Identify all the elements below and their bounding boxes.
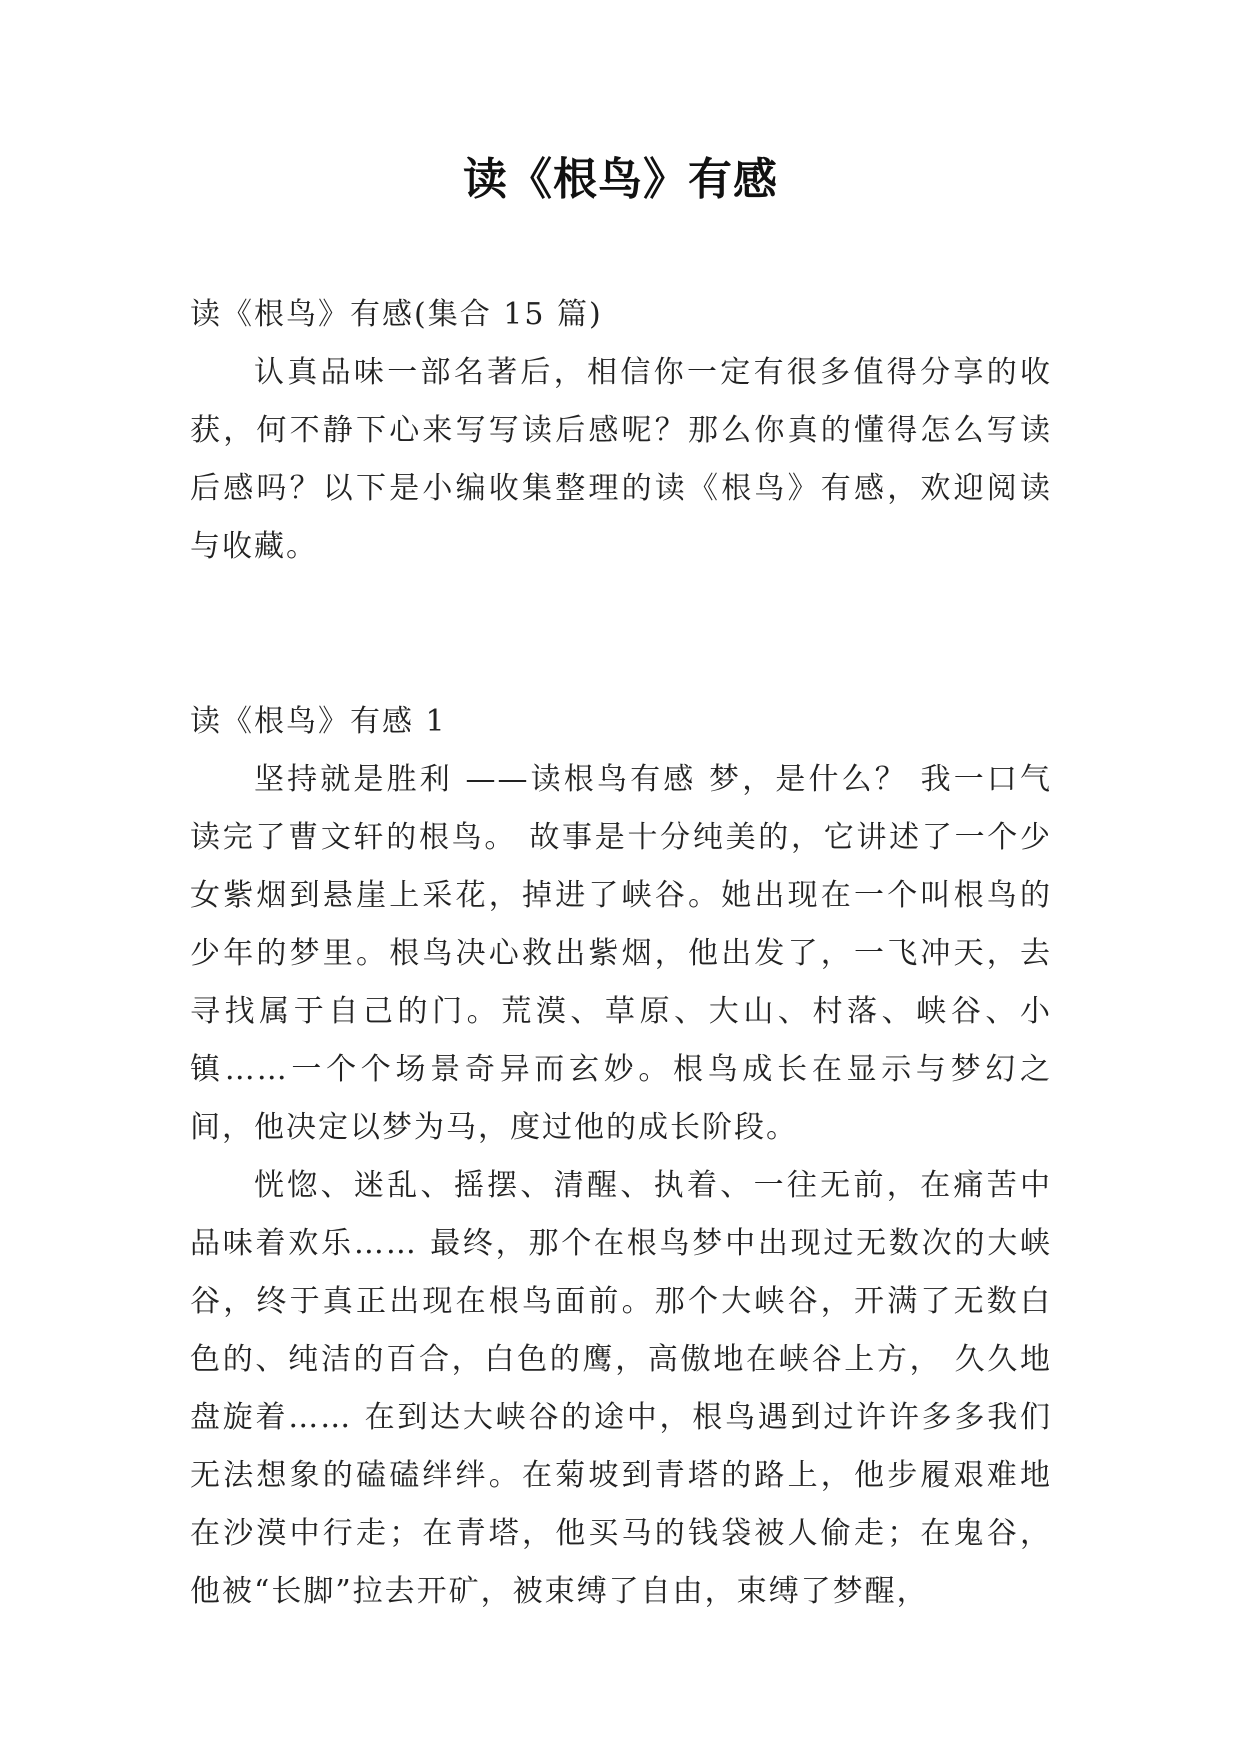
body-paragraph: 坚持就是胜利 ——读根鸟有感 梦，是什么？ 我一口气读完了曹文轩的根鸟。 故事是十分纯美的，它讲述了一个少女紫烟到悬崖上采花，掉进了峡谷。她出现在一个叫根鸟的少年的梦里。根鸟决心救出紫烟，他出发了，一飞冲天，去寻找属于自己的门。荒漠、草原、大山、村落、峡谷、小镇……一个个场景奇异而玄妙。根鸟成长在显示与梦幻之间，他决定以梦为马，度过他的成长阶段。 [190, 762, 1052, 1145]
section-heading: 读《根鸟》有感 1 [190, 704, 447, 739]
body-paragraph: 恍惚、迷乱、摇摆、清醒、执着、一往无前，在痛苦中品味着欢乐…… 最终，那个在根鸟梦中出现过无数次的大峡谷，终于真正出现在根鸟面前。那个大峡谷，开满了无数白色的、纯洁的百合，白色的鹰，高傲地在峡谷上方， 久久地盘旋着…… 在到达大峡谷的途中，根鸟遇到过许许多多我们无法想象的磕磕绊绊。在菊坡到青塔的路上，他步履艰难地在沙漠中行走；在青塔，他买马的钱袋被人偷走；在鬼谷，他被“长脚”拉去开矿，被束缚了自由，束缚了梦醒， [190, 1168, 1052, 1609]
document-title: 读《根鸟》有感 [463, 154, 778, 205]
intro-paragraph: 认真品味一部名著后，相信你一定有很多值得分享的收获，何不静下心来写写读后感呢？那么你真的懂得怎么写读后感吗？以下是小编收集整理的读《根鸟》有感，欢迎阅读与收藏。 [190, 355, 1052, 564]
collection-heading: 读《根鸟》有感(集合 15 篇) [190, 297, 603, 332]
document-body [190, 286, 1052, 1621]
section-spacer [190, 576, 1052, 693]
